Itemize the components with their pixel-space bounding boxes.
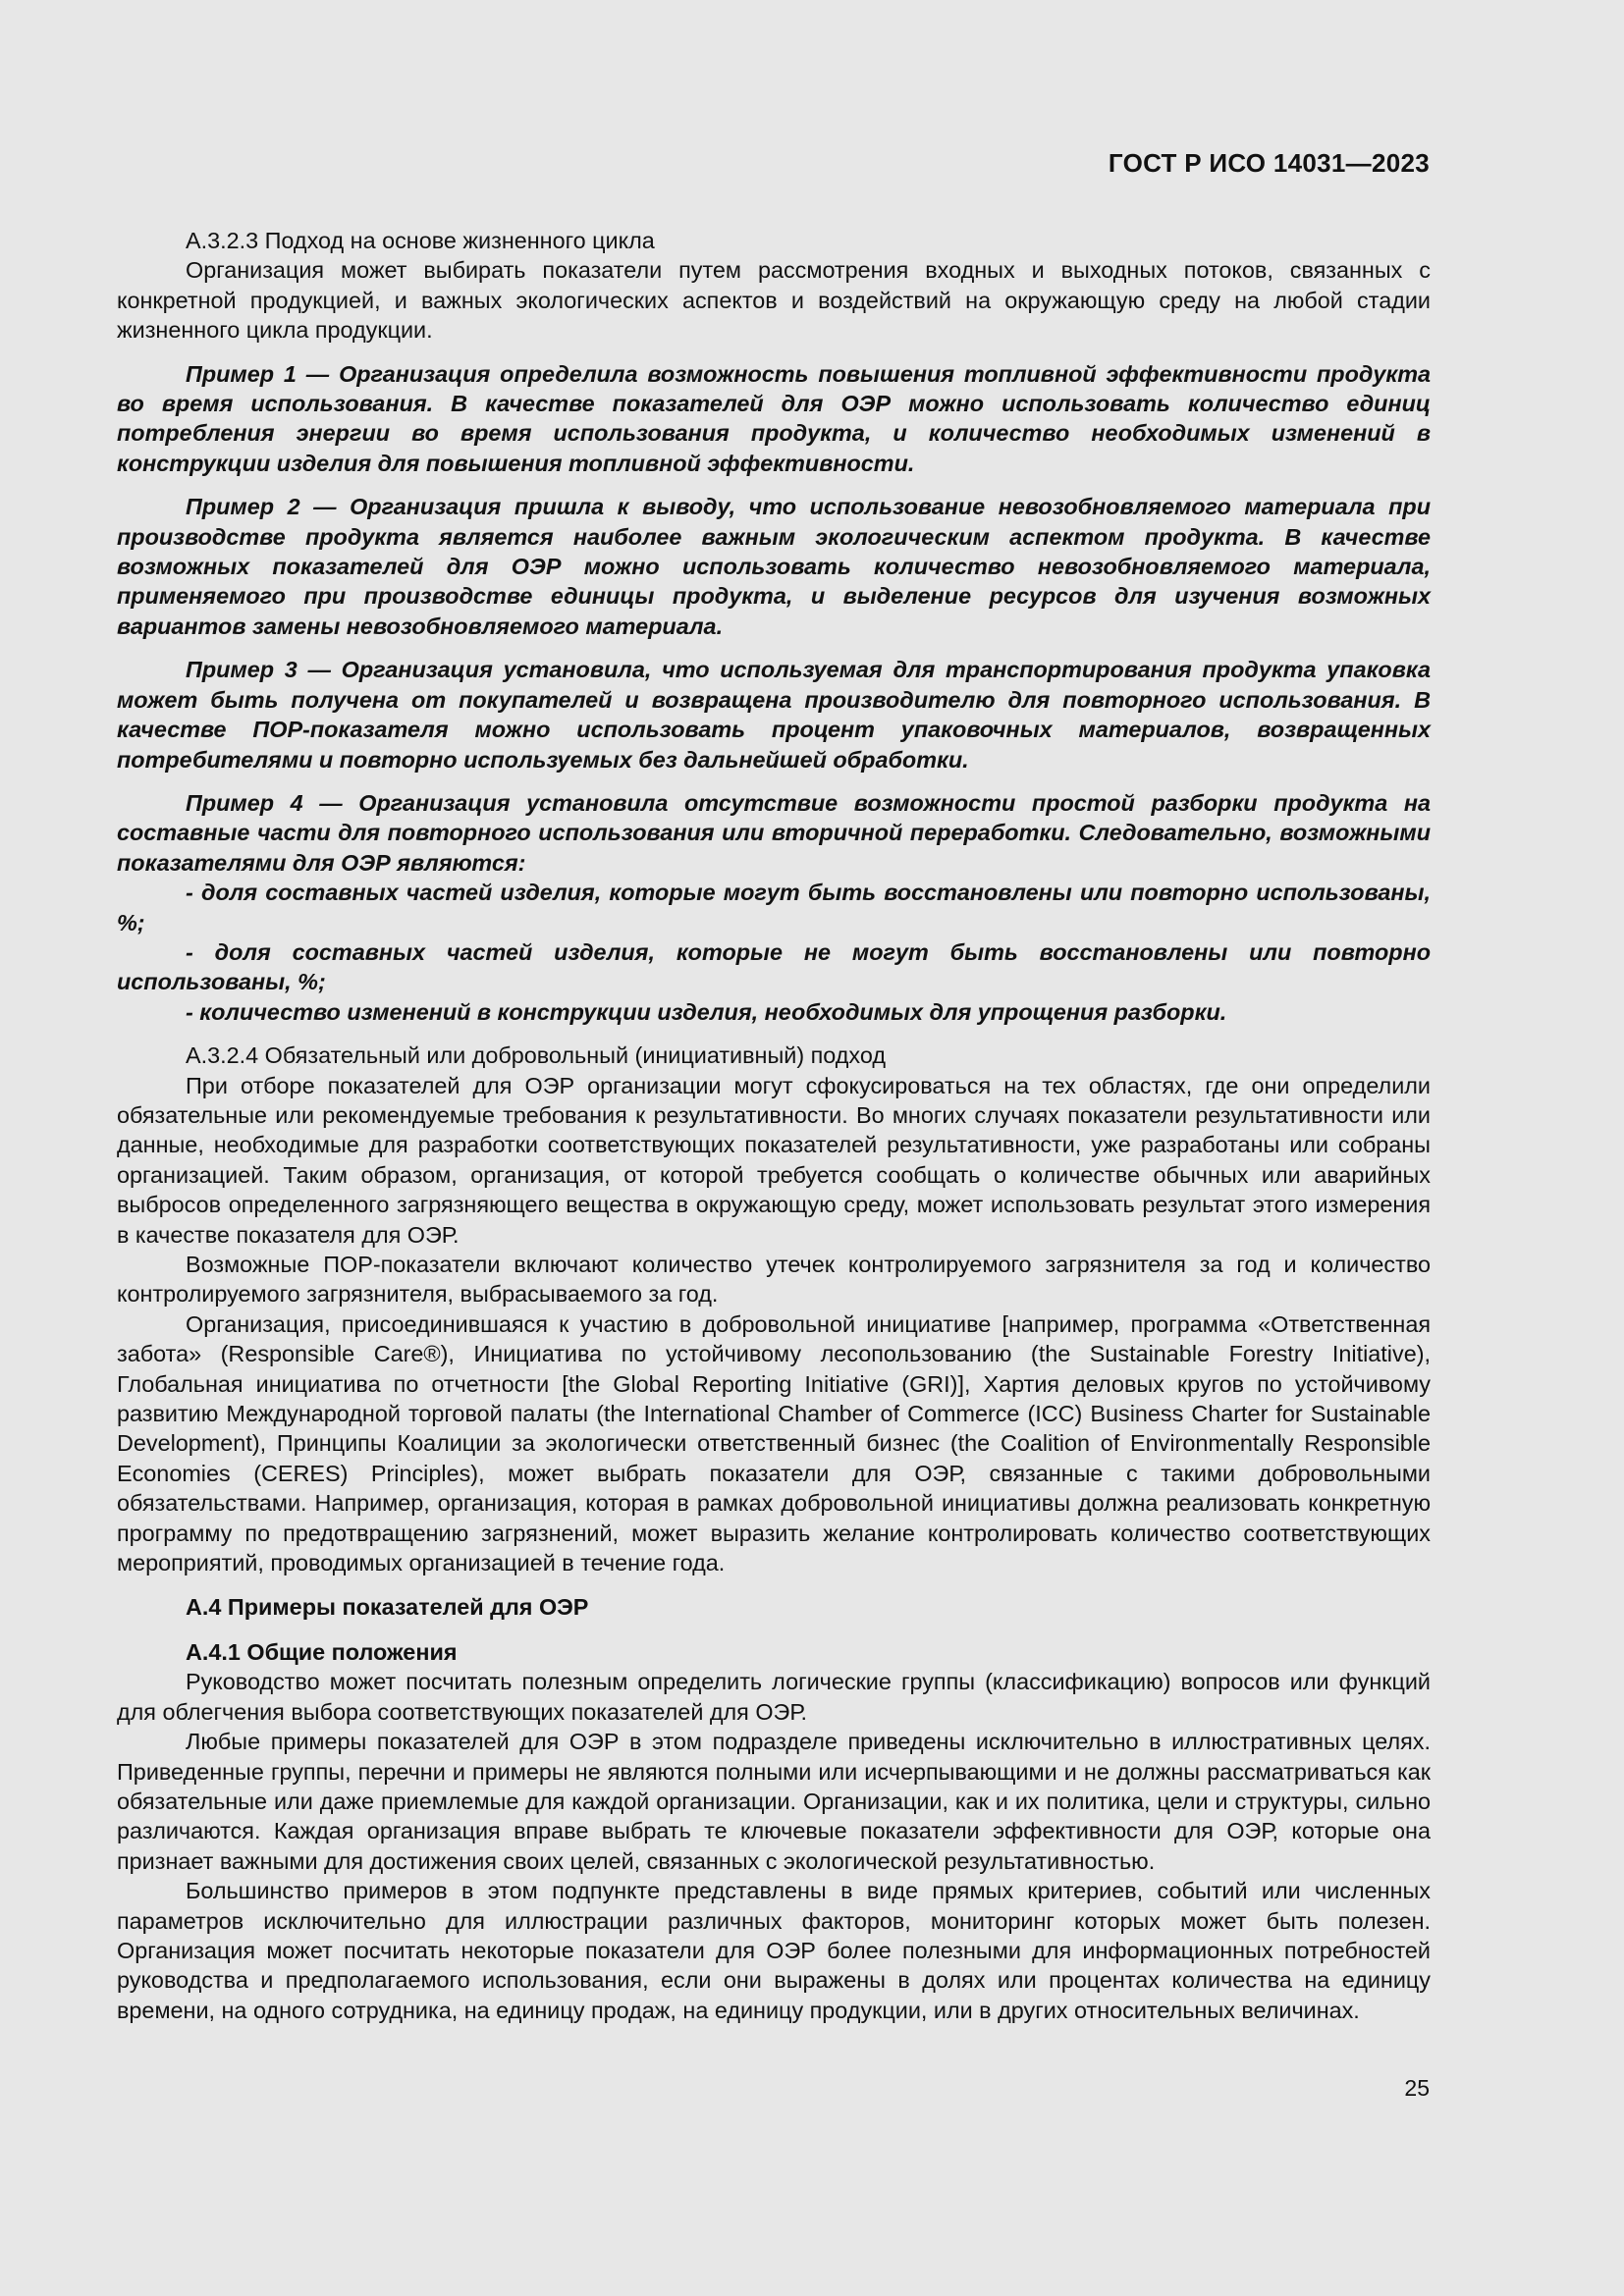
- paragraph: Организация, присоединившаяся к участию в добровольной инициативе [например, программа «Ответственная забота» (Responsible Care®), Инициатива по устойчивому лесопользованию (the Sustainable Forestry Initiative), Глобальная инициатива по отчетности [the Global Reporting Initiative (GRI)], Хартия деловых кругов по устойчивому развитию Международной торговой палаты (the International Chamber of Commerce (ICC) Business Charter for Sustainable Development), Принципы Коалиции за экологически ответственный бизнес (the Coalition of Environmentally Responsible Economies (CERES) Principles), может выбрать показатели для ОЭР, связанные с такими добровольными обязательствами. Например, организация, которая в рамках добровольной инициативы должна реализовать конкретную программу по предотвращению загрязнений, может выразить желание контролировать количество соответствующих мероприятий, проводимых организацией в течение года.: [117, 1310, 1431, 1576]
- example-list-item: - доля составных частей изделия, которые могут быть восстановлены или повторно использованы, %;: [117, 880, 1431, 935]
- paragraph: Большинство примеров в этом подпункте представлены в виде прямых критериев, событий или численных параметров исключительно для иллюстрации различных факторов, мониторинг которых может быть полезен. Организация может посчитать некоторые показатели для ОЭР более полезными для информационных потребностей руководства и предполагаемого использования, если они выражены в долях или процентах количества на единицу времени, на одного сотрудника, на единицу продаж, на единицу продукции, или в других относительных величинах.: [117, 1878, 1431, 2023]
- example-paragraph: Пример 2 — Организация пришла к выводу, что использование невозобновляемого материала при производстве продукта является наиболее важным экологическим аспектом продукта. В качестве возможных показателей для ОЭР можно использовать количество невозобновляемого материала, применяемого при производстве единицы продукта, и выделение ресурсов для изучения возможных вариантов замены невозобновляемого материала.: [117, 494, 1431, 639]
- example-list-item: - количество изменений в конструкции изделия, необходимых для упрощения разборки.: [186, 998, 1227, 1025]
- body-text: [117, 226, 1431, 2025]
- document-header: ГОСТ Р ИСО 14031—2023: [1108, 148, 1430, 178]
- paragraph: Организация может выбирать показатели путем рассмотрения входных и выходных потоков, связанных с конкретной продукцией, и важных экологических аспектов и воздействий на окружающую среду на любой стадии жизненного цикла продукции.: [117, 257, 1431, 344]
- paragraph: Любые примеры показателей для ОЭР в этом подразделе приведены исключительно в иллюстративных целях. Приведенные группы, перечни и примеры не являются полными или исчерпывающими и не должны рассматриваться как обязательные или даже приемлемые для каждой организации. Организации, как и их политика, цели и структуры, сильно различаются. Каждая организация вправе выбрать те ключевые показатели эффективности для ОЭР, которые она признает важными для достижения своих целей, связанных с экологической результативностью.: [117, 1729, 1431, 1874]
- example-paragraph: Пример 3 — Организация установила, что используемая для транспортирования продукта упаковка может быть получена от покупателей и возвращена производителю для повторного использования. В качестве ПОР-показателя можно использовать процент упаковочных материалов, возвращенных потребителями и повторно используемых без дальнейшей обработки.: [117, 657, 1431, 773]
- section-heading: А.3.2.4 Обязательный или добровольный (инициативный) подход: [186, 1042, 887, 1069]
- subsection-heading: А.4.1 Общие положения: [186, 1638, 458, 1665]
- example-list-item: - доля составных частей изделия, которые не могут быть восстановлены или повторно использованы, %;: [117, 938, 1431, 995]
- paragraph: Возможные ПОР-показатели включают количество утечек контролируемого загрязнителя за год и количество контролируемого загрязнителя, выбрасываемого за год.: [117, 1252, 1431, 1308]
- page-number: 25: [1404, 2075, 1430, 2101]
- paragraph: При отборе показателей для ОЭР организации могут сфокусироваться на тех областях, где они определили обязательные или рекомендуемые требования к результативности. Во многих случаях показатели результативности или данные, необходимые для разработки соответствующих показателей результативности, уже разработаны или собраны организацией. Таким образом, организация, от которой требуется сообщать о количестве обычных или аварийных выбросов определенного загрязняющего вещества в окружающую среду, может использовать результат этого измерения в качестве показателя для ОЭР.: [117, 1072, 1431, 1248]
- example-paragraph: Пример 4 — Организация установила отсутствие возможности простой разборки продукта на составные части для повторного использования или вторичной переработки. Следовательно, возможными показателями для ОЭР являются:: [117, 789, 1431, 876]
- section-heading: А.3.2.3 Подход на основе жизненного цикла: [186, 228, 655, 253]
- example-paragraph: Пример 1 — Организация определила возможность повышения топливной эффективности продукта во время использования. В качестве показателей для ОЭР можно использовать количество единиц потребления энергии во время использования продукта, и количество необходимых изменений в конструкции изделия для повышения топливной эффективности.: [117, 360, 1431, 476]
- section-heading: А.4 Примеры показателей для ОЭР: [186, 1594, 589, 1621]
- paragraph: Руководство может посчитать полезным определить логические группы (классификацию) вопросов или функций для облегчения выбора соответствующих показателей для ОЭР.: [117, 1669, 1431, 1725]
